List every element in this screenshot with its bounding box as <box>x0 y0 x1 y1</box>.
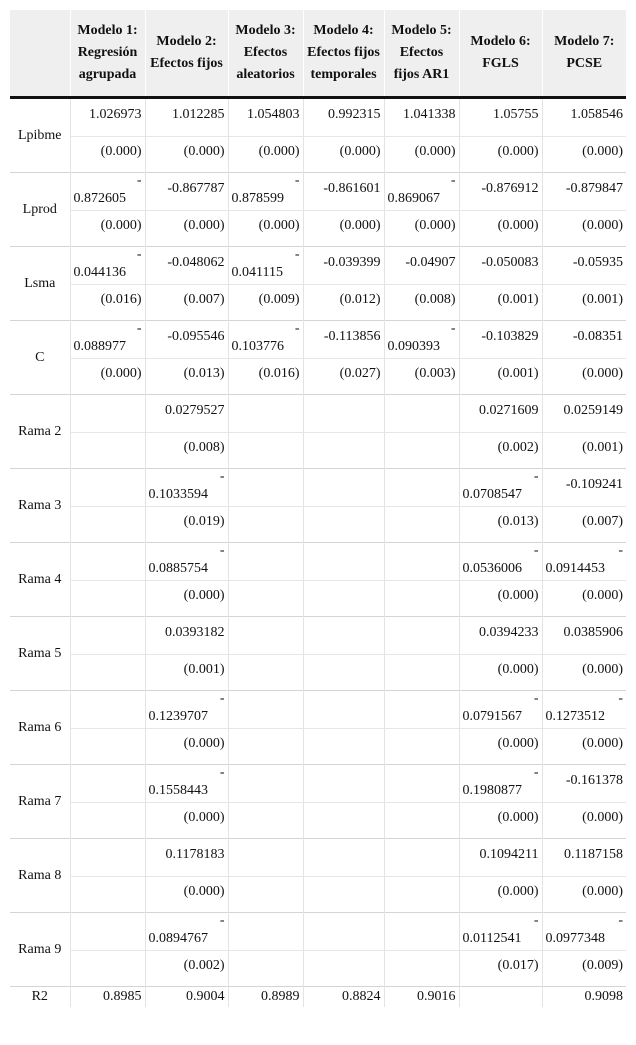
coef-row <box>10 913 626 951</box>
pvalue-cell: (0.016) <box>70 285 145 321</box>
pvalue-cell <box>70 655 145 691</box>
coef-row <box>10 247 626 285</box>
pvalue-cell: (0.016) <box>228 359 303 395</box>
pvalue-cell: (0.000) <box>542 655 626 691</box>
pvalue-cell: (0.000) <box>145 877 228 913</box>
pvalue-cell: (0.012) <box>303 285 384 321</box>
minus-sign: - <box>136 321 142 336</box>
pvalue-cell <box>384 877 459 913</box>
coefficient-digits: 0.878599 <box>231 191 284 206</box>
coefficient-cell <box>303 395 384 433</box>
coefficient-cell <box>303 617 384 655</box>
standard-error-row <box>10 803 626 839</box>
wrapped-negative-value <box>232 173 300 209</box>
coefficient-cell: 0.1178183 <box>145 839 228 877</box>
coefficient-cell <box>145 765 228 803</box>
pvalue-cell: (0.000) <box>542 877 626 913</box>
coefficient-cell <box>70 247 145 285</box>
coefficient-cell: 0.0394233 <box>459 617 542 655</box>
coefficient-digits: 0.041115 <box>231 265 283 280</box>
coefficient-cell: -0.103829 <box>459 321 542 359</box>
coefficient-cell <box>70 765 145 803</box>
header-row <box>10 10 626 98</box>
r2-value-cell: 0.9004 <box>145 987 228 1008</box>
coefficient-digits: 0.0977348 <box>545 931 605 946</box>
r2-value-cell: 0.8824 <box>303 987 384 1008</box>
pvalue-cell <box>70 951 145 987</box>
coef-row <box>10 173 626 211</box>
coefficient-digits: 0.0894767 <box>148 931 208 946</box>
pvalue-cell: (0.013) <box>145 359 228 395</box>
coefficient-cell: 1.041338 <box>384 98 459 137</box>
pvalue-cell: (0.000) <box>145 211 228 247</box>
coefficient-cell <box>228 321 303 359</box>
pvalue-cell: (0.000) <box>542 581 626 617</box>
minus-sign: - <box>136 247 142 262</box>
wrapped-negative-value <box>74 321 142 357</box>
coefficient-cell <box>228 469 303 507</box>
pvalue-cell <box>303 655 384 691</box>
minus-sign: - <box>618 691 623 706</box>
coefficient-cell: -0.876912 <box>459 173 542 211</box>
r2-value-cell: 0.9098 <box>542 987 626 1008</box>
coefficient-cell <box>70 543 145 581</box>
pvalue-cell: (0.000) <box>542 137 626 173</box>
variable-name-cell: Lsma <box>10 247 70 321</box>
pvalue-cell: (0.000) <box>145 137 228 173</box>
pvalue-cell <box>70 433 145 469</box>
table-body <box>10 98 626 1008</box>
variable-name-cell: Rama 7 <box>10 765 70 839</box>
coefficient-cell: 1.012285 <box>145 98 228 137</box>
wrapped-negative-value <box>388 173 456 209</box>
pvalue-cell: (0.000) <box>459 655 542 691</box>
coefficient-cell: -0.05935 <box>542 247 626 285</box>
pvalue-cell <box>384 655 459 691</box>
coefficient-digits: 0.1980877 <box>462 783 522 798</box>
standard-error-row <box>10 729 626 765</box>
pvalue-cell: (0.000) <box>303 211 384 247</box>
coefficient-cell: 1.058546 <box>542 98 626 137</box>
coefficient-cell <box>459 691 542 729</box>
wrapped-negative-value <box>463 765 539 801</box>
coefficient-cell <box>303 839 384 877</box>
coefficient-cell <box>145 543 228 581</box>
wrapped-negative-value <box>149 691 225 727</box>
r2-row <box>10 987 626 1008</box>
minus-sign: - <box>618 543 623 558</box>
coefficient-cell <box>145 691 228 729</box>
minus-sign: - <box>219 469 225 484</box>
pvalue-cell: (0.008) <box>145 433 228 469</box>
pvalue-cell <box>384 507 459 543</box>
coefficient-cell: -0.879847 <box>542 173 626 211</box>
pvalue-cell: (0.001) <box>459 359 542 395</box>
pvalue-cell: (0.000) <box>228 211 303 247</box>
coefficient-cell <box>303 543 384 581</box>
pvalue-cell: (0.000) <box>459 211 542 247</box>
coefficient-cell: 0.0271609 <box>459 395 542 433</box>
pvalue-cell: (0.027) <box>303 359 384 395</box>
pvalue-cell <box>303 803 384 839</box>
pvalue-cell: (0.000) <box>145 729 228 765</box>
coefficient-cell <box>303 469 384 507</box>
variable-name-cell: C <box>10 321 70 395</box>
wrapped-negative-value <box>74 173 142 209</box>
minus-sign: - <box>450 321 456 336</box>
coefficient-cell <box>542 691 626 729</box>
coefficient-digits: 0.1239707 <box>148 709 208 724</box>
coefficient-cell <box>228 395 303 433</box>
wrapped-negative-value <box>149 913 225 949</box>
coefficient-cell <box>459 543 542 581</box>
pvalue-cell <box>70 507 145 543</box>
coef-row <box>10 691 626 729</box>
coefficient-cell <box>384 173 459 211</box>
coefficient-cell: 1.054803 <box>228 98 303 137</box>
minus-sign: - <box>219 691 225 706</box>
coef-row <box>10 839 626 877</box>
standard-error-row <box>10 507 626 543</box>
pvalue-cell <box>303 729 384 765</box>
coefficient-digits: 0.0791567 <box>462 709 522 724</box>
variable-name-cell: Rama 9 <box>10 913 70 987</box>
pvalue-cell: (0.001) <box>145 655 228 691</box>
minus-sign: - <box>294 247 300 262</box>
coef-row <box>10 765 626 803</box>
wrapped-negative-value <box>149 765 225 801</box>
wrapped-negative-value <box>463 543 539 579</box>
standard-error-row <box>10 877 626 913</box>
coefficient-digits: 0.872605 <box>73 191 126 206</box>
standard-error-row <box>10 581 626 617</box>
pvalue-cell: (0.000) <box>542 803 626 839</box>
pvalue-cell <box>303 507 384 543</box>
header-cell-modelo-2: Modelo 2: Efectos fijos <box>145 10 228 98</box>
pvalue-cell: (0.000) <box>145 581 228 617</box>
coefficient-cell: -0.039399 <box>303 247 384 285</box>
pvalue-cell: (0.000) <box>542 359 626 395</box>
header-cell-modelo-4: Modelo 4: Efectos fijos temporales <box>303 10 384 98</box>
standard-error-row <box>10 137 626 173</box>
pvalue-cell: (0.007) <box>145 285 228 321</box>
pvalue-cell: (0.000) <box>459 803 542 839</box>
minus-sign: - <box>533 913 539 928</box>
pvalue-cell <box>228 581 303 617</box>
coef-row <box>10 395 626 433</box>
coefficient-digits: 0.0708547 <box>462 487 522 502</box>
coefficient-cell: 0.0385906 <box>542 617 626 655</box>
coefficient-cell <box>384 469 459 507</box>
wrapped-negative-value <box>546 913 624 949</box>
wrapped-negative-value <box>546 543 624 579</box>
pvalue-cell <box>384 951 459 987</box>
pvalue-cell <box>228 507 303 543</box>
coefficient-cell <box>384 691 459 729</box>
coefficient-cell <box>459 913 542 951</box>
pvalue-cell <box>384 729 459 765</box>
coefficient-cell <box>228 543 303 581</box>
pvalue-cell <box>384 581 459 617</box>
wrapped-negative-value <box>149 543 225 579</box>
coefficient-cell <box>70 321 145 359</box>
pvalue-cell: (0.009) <box>228 285 303 321</box>
minus-sign: - <box>533 469 539 484</box>
wrapped-negative-value <box>232 247 300 283</box>
pvalue-cell: (0.000) <box>70 211 145 247</box>
header-cell-modelo-7: Modelo 7: PCSE <box>542 10 626 98</box>
coefficient-cell: -0.095546 <box>145 321 228 359</box>
pvalue-cell <box>228 951 303 987</box>
coefficient-cell <box>384 839 459 877</box>
wrapped-negative-value <box>546 691 624 727</box>
minus-sign: - <box>618 913 623 928</box>
wrapped-negative-value <box>74 247 142 283</box>
standard-error-row <box>10 655 626 691</box>
coefficient-cell <box>384 321 459 359</box>
pvalue-cell <box>303 951 384 987</box>
minus-sign: - <box>533 543 539 558</box>
coef-row <box>10 321 626 359</box>
standard-error-row <box>10 211 626 247</box>
coefficient-cell: 0.0393182 <box>145 617 228 655</box>
coef-row <box>10 617 626 655</box>
pvalue-cell <box>228 655 303 691</box>
variable-name-cell: Rama 4 <box>10 543 70 617</box>
coef-row <box>10 98 626 137</box>
minus-sign: - <box>136 173 142 188</box>
variable-name-cell: Rama 2 <box>10 395 70 469</box>
r2-value-cell: 0.9016 <box>384 987 459 1008</box>
pvalue-cell <box>303 877 384 913</box>
pvalue-cell <box>303 433 384 469</box>
coefficient-cell <box>384 543 459 581</box>
minus-sign: - <box>533 691 539 706</box>
coefficient-cell <box>70 617 145 655</box>
coefficient-digits: 0.0885754 <box>148 561 208 576</box>
pvalue-cell: (0.013) <box>459 507 542 543</box>
coefficient-cell: -0.113856 <box>303 321 384 359</box>
pvalue-cell <box>228 803 303 839</box>
pvalue-cell: (0.002) <box>145 951 228 987</box>
r2-value-cell <box>459 987 542 1008</box>
coefficient-cell: -0.050083 <box>459 247 542 285</box>
coefficient-cell <box>303 691 384 729</box>
variable-name-cell: Lprod <box>10 173 70 247</box>
coefficient-cell <box>145 913 228 951</box>
wrapped-negative-value <box>463 469 539 505</box>
coefficient-cell: -0.04907 <box>384 247 459 285</box>
coefficient-cell <box>459 469 542 507</box>
coefficient-digits: 0.869067 <box>387 191 440 206</box>
coefficient-digits: 0.1273512 <box>545 709 605 724</box>
wrapped-negative-value <box>388 321 456 357</box>
coefficient-digits: 0.088977 <box>73 339 126 354</box>
coefficient-cell: -0.048062 <box>145 247 228 285</box>
standard-error-row <box>10 951 626 987</box>
header-cell-modelo-6: Modelo 6: FGLS <box>459 10 542 98</box>
wrapped-negative-value <box>463 691 539 727</box>
coefficient-cell <box>70 913 145 951</box>
minus-sign: - <box>294 173 300 188</box>
minus-sign: - <box>533 765 539 780</box>
coefficient-cell: 0.992315 <box>303 98 384 137</box>
r2-value-cell: 0.8985 <box>70 987 145 1008</box>
pvalue-cell: (0.002) <box>459 433 542 469</box>
coefficient-digits: 0.1033594 <box>148 487 208 502</box>
pvalue-cell <box>228 877 303 913</box>
coefficient-cell: 1.026973 <box>70 98 145 137</box>
minus-sign: - <box>219 913 225 928</box>
variable-name-cell: Rama 3 <box>10 469 70 543</box>
coefficient-cell <box>70 469 145 507</box>
coefficient-cell <box>303 913 384 951</box>
coefficient-cell: 0.0279527 <box>145 395 228 433</box>
coefficient-cell <box>228 839 303 877</box>
coefficient-cell <box>228 247 303 285</box>
variable-name-cell: Rama 5 <box>10 617 70 691</box>
pvalue-cell: (0.019) <box>145 507 228 543</box>
coefficient-digits: 0.0536006 <box>462 561 522 576</box>
pvalue-cell <box>303 581 384 617</box>
pvalue-cell: (0.000) <box>70 359 145 395</box>
coefficient-cell <box>384 765 459 803</box>
pvalue-cell: (0.000) <box>459 729 542 765</box>
coefficient-cell: 1.05755 <box>459 98 542 137</box>
coefficient-cell: -0.861601 <box>303 173 384 211</box>
pvalue-cell: (0.000) <box>384 137 459 173</box>
coefficient-cell <box>228 913 303 951</box>
variable-name-cell: Rama 8 <box>10 839 70 913</box>
coefficient-cell <box>459 765 542 803</box>
header-cell-modelo-1: Modelo 1: Regresión agrupada <box>70 10 145 98</box>
pvalue-cell: (0.000) <box>459 137 542 173</box>
coefficient-digits: 0.044136 <box>73 265 126 280</box>
coefficient-cell <box>145 469 228 507</box>
coefficient-cell <box>228 765 303 803</box>
coefficient-digits: 0.103776 <box>231 339 284 354</box>
coefficient-cell <box>70 691 145 729</box>
wrapped-negative-value <box>149 469 225 505</box>
standard-error-row <box>10 433 626 469</box>
coefficient-cell <box>228 617 303 655</box>
pvalue-cell: (0.000) <box>384 211 459 247</box>
pvalue-cell <box>70 877 145 913</box>
coefficient-cell: 0.0259149 <box>542 395 626 433</box>
pvalue-cell <box>228 729 303 765</box>
coefficient-cell <box>228 173 303 211</box>
coefficient-cell: -0.08351 <box>542 321 626 359</box>
variable-name-cell: Rama 6 <box>10 691 70 765</box>
coefficient-cell <box>228 691 303 729</box>
coefficient-cell <box>384 617 459 655</box>
coefficient-cell <box>384 913 459 951</box>
wrapped-negative-value <box>463 913 539 949</box>
pvalue-cell: (0.000) <box>459 877 542 913</box>
coefficient-digits: 0.1558443 <box>148 783 208 798</box>
coefficient-cell <box>384 395 459 433</box>
coefficient-cell: 0.1187158 <box>542 839 626 877</box>
pvalue-cell: (0.000) <box>303 137 384 173</box>
pvalue-cell <box>384 803 459 839</box>
pvalue-cell: (0.001) <box>542 285 626 321</box>
r2-value-cell: 0.8989 <box>228 987 303 1008</box>
coefficient-cell <box>542 543 626 581</box>
pvalue-cell: (0.000) <box>145 803 228 839</box>
minus-sign: - <box>294 321 300 336</box>
pvalue-cell: (0.008) <box>384 285 459 321</box>
pvalue-cell: (0.001) <box>459 285 542 321</box>
pvalue-cell <box>384 433 459 469</box>
coefficient-cell <box>70 395 145 433</box>
pvalue-cell: (0.000) <box>228 137 303 173</box>
header-cell-modelo-5: Modelo 5: Efectos fijos AR1 <box>384 10 459 98</box>
pvalue-cell: (0.000) <box>542 729 626 765</box>
coefficient-cell: 0.1094211 <box>459 839 542 877</box>
pvalue-cell: (0.001) <box>542 433 626 469</box>
header-cell-modelo-3: Modelo 3: Efectos aleatorios <box>228 10 303 98</box>
minus-sign: - <box>219 543 225 558</box>
pvalue-cell: (0.000) <box>70 137 145 173</box>
standard-error-row <box>10 285 626 321</box>
coefficient-cell: -0.109241 <box>542 469 626 507</box>
pvalue-cell <box>70 729 145 765</box>
pvalue-cell: (0.009) <box>542 951 626 987</box>
standard-error-row <box>10 359 626 395</box>
coefficient-cell <box>70 173 145 211</box>
pvalue-cell: (0.000) <box>542 211 626 247</box>
coefficient-digits: 0.0914453 <box>545 561 605 576</box>
pvalue-cell <box>70 581 145 617</box>
coef-row <box>10 543 626 581</box>
minus-sign: - <box>450 173 456 188</box>
coefficient-cell <box>70 839 145 877</box>
regression-table-container <box>10 10 626 1007</box>
header-cell-variable <box>10 10 70 98</box>
pvalue-cell: (0.003) <box>384 359 459 395</box>
minus-sign: - <box>219 765 225 780</box>
pvalue-cell <box>70 803 145 839</box>
coefficient-cell <box>303 765 384 803</box>
wrapped-negative-value <box>232 321 300 357</box>
regression-results-table <box>10 10 626 1007</box>
pvalue-cell: (0.000) <box>459 581 542 617</box>
variable-name-cell: Lpibme <box>10 98 70 173</box>
coefficient-cell <box>542 913 626 951</box>
pvalue-cell: (0.017) <box>459 951 542 987</box>
coefficient-cell: -0.867787 <box>145 173 228 211</box>
coef-row <box>10 469 626 507</box>
coefficient-digits: 0.0112541 <box>462 931 522 946</box>
coefficient-digits: 0.090393 <box>387 339 440 354</box>
r2-label: R2 <box>10 987 70 1008</box>
pvalue-cell: (0.007) <box>542 507 626 543</box>
coefficient-cell: -0.161378 <box>542 765 626 803</box>
pvalue-cell <box>228 433 303 469</box>
